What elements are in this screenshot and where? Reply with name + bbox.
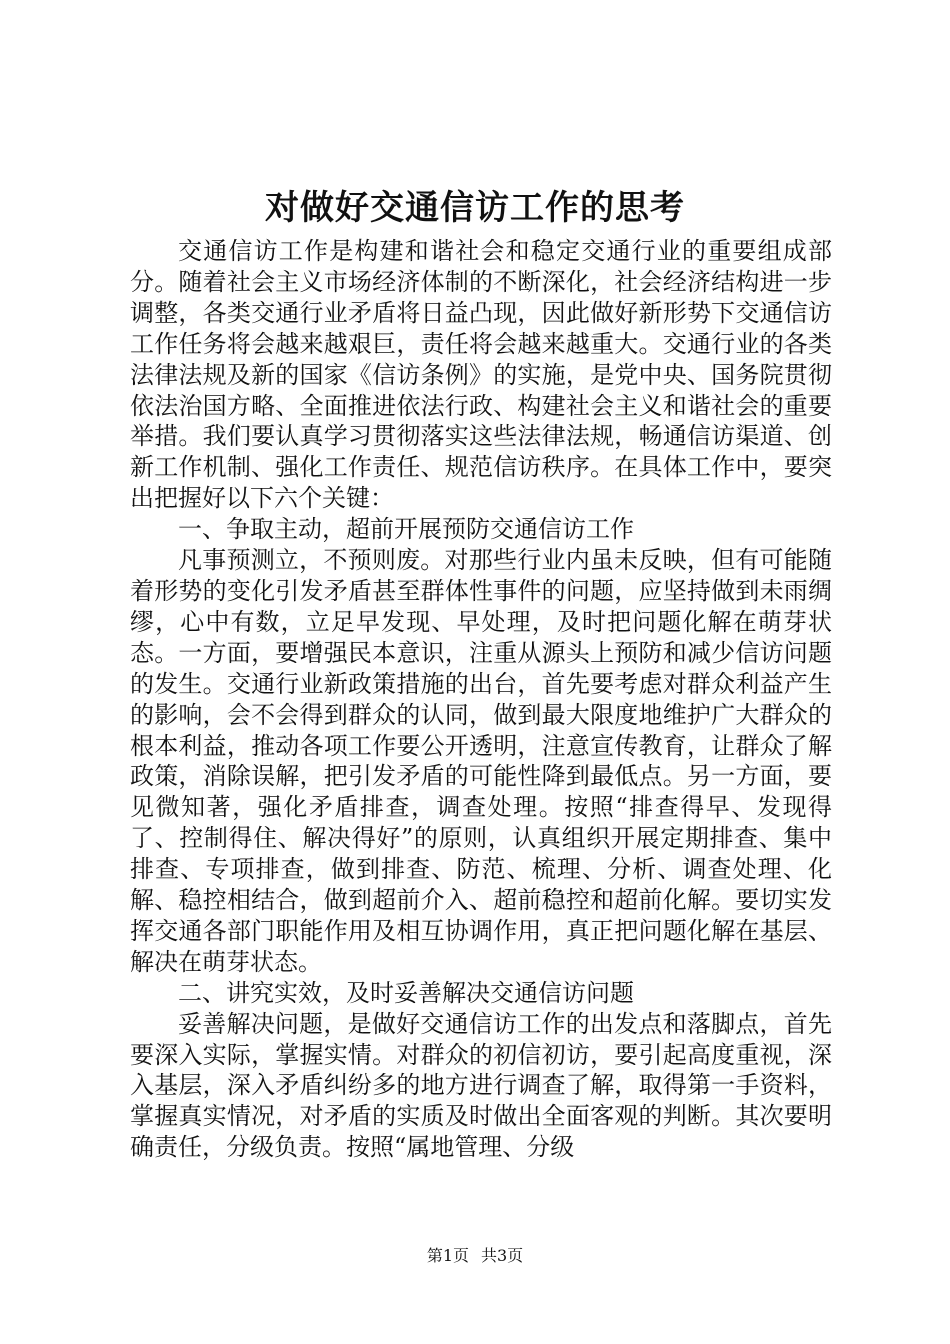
- section-heading-1: 一、争取主动，超前开展预防交通信访工作: [178, 515, 634, 544]
- page-number: 第1页: [426, 1246, 469, 1265]
- document-body: [130, 236, 832, 1163]
- paragraph-section-2: 妥善解决问题，是做好交通信访工作的出发点和落脚点，首先要深入实际，掌握实情。对群众的初信初访，要引起高度重视，深入基层，深入矛盾纠纷多的地方进行调查了解，取得第一手资料，掌握真实情况，对矛盾的实质及时做出全面客观的判断。其次要明确责任，分级负责。按照“属地管理、分级: [130, 1009, 832, 1162]
- paragraph-intro: 交通信访工作是构建和谐社会和稳定交通行业的重要组成部分。随着社会主义市场经济体制的不断深化，社会经济结构进一步调整，各类交通行业矛盾将日益凸现，因此做好新形势下交通信访工作任务将会越来越艰巨，责任将会越来越重大。交通行业的各类法律法规及新的国家《信访条例》的实施，是党中央、国务院贯彻依法治国方略、全面推进依法行政、构建社会主义和谐社会的重要举措。我们要认真学习贯彻落实这些法律法规，畅通信访渠道、创新工作机制、强化工作责任、规范信访秩序。在具体工作中，要突出把握好以下六个关键：: [130, 237, 832, 513]
- section-heading-2: 二、讲究实效，及时妥善解决交通信访问题: [178, 978, 634, 1007]
- page-total: 共3页: [481, 1246, 524, 1265]
- page-footer: [0, 1244, 950, 1268]
- paragraph-section-1: 凡事预测立，不预则废。对那些行业内虽未反映，但有可能随着形势的变化引发矛盾甚至群体性事件的问题，应坚持做到未雨绸缪，心中有数，立足早发现、早处理，及时把问题化解在萌芽状态。一方面，要增强民本意识，注重从源头上预防和减少信访问题的发生。交通行业新政策措施的出台，首先要考虑对群众利益产生的影响，会不会得到群众的认同，做到最大限度地维护广大群众的根本利益，推动各项工作要公开透明，注意宣传教育，让群众了解政策，消除误解，把引发矛盾的可能性降到最低点。另一方面，要见微知著，强化矛盾排查，调查处理。按照“排查得早、发现得了、控制得住、解决得好”的原则，认真组织开展定期排查、集中排查、专项排查，做到排查、防范、梳理、分析、调查处理、化解、稳控相结合，做到超前介入、超前稳控和超前化解。要切实发挥交通各部门职能作用及相互协调作用，真正把问题化解在基层、解决在萌芽状态。: [130, 546, 832, 976]
- page-title: 对做好交通信访工作的思考: [265, 188, 685, 228]
